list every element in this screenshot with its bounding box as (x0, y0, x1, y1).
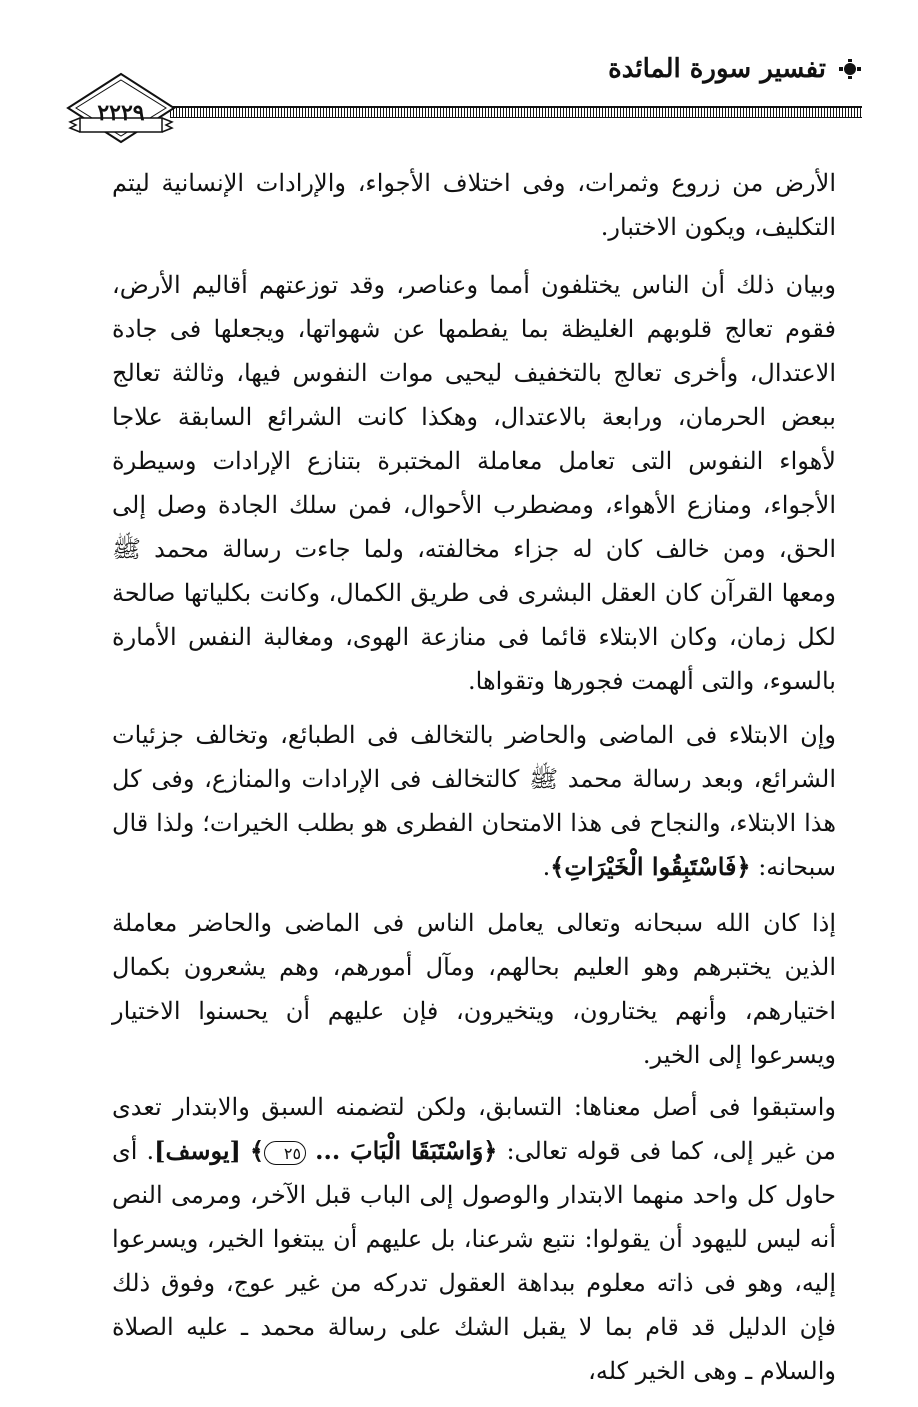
paragraph-text-after: . أى حاول كل واحد منهما الابتدار والوصول إلى الباب قبل الآخر، ومرمى النص أنه ليس لليهود أن يقولوا: نتبع شرعنا، بل عليهم أن يبتغوا الخير، ويسرعوا إليه، وهو فى ذاته معلوم ببداهة العقول تدركه من غير عوج، وفوق ذلك فإن الدليل قد قام بما لا يقبل الشك على رسالة محمد ـ عليه الصلاة والسلام ـ وهى الخير كله، (112, 1137, 836, 1385)
paragraph-text: وبيان ذلك أن الناس يختلفون أمما وعناصر، وقد توزعتهم أقاليم الأرض، فقوم تعالج قلوبهم الغليظة بما يفطمها عن شهواتها، ويجعلها فى جادة الاعتدال، وأخرى تعالج بالتخفيف ليحيى موات النفوس فيها، وثالثة تعالج ببعض الحرمان، ورابعة بالاعتدال، وهكذا كانت الشرائع السابقة علاجا لأهواء النفوس التى تعامل معاملة المختبرة بتنازع الإرادات وسيطرة الأجواء، ومنازع الأهواء، ومضطرب الأحوال، فمن سلك الجادة وصل إلى الحق، ومن خالف كان له جزاء مخالفته، ولما جاءت رسالة محمد ﷺ ومعها القرآن كان العقل البشرى فى طريق الكمال، وكانت بكلياتها صالحة لكل زمان، وكان الابتلاء قائما فى منازعة الهوى، ومغالبة النفس الأمارة بالسوء، والتى ألهمت فجورها وتقواها. (112, 271, 837, 695)
ayah-number-badge: ٢٥ (264, 1141, 306, 1165)
paragraph-text-before: وإن الابتلاء فى الماضى والحاضر بالتخالف فى الطبائع، وتخالف جزئيات الشرائع، وبعد رسالة محمد ﷺ كالتخالف فى الإرادات والمنازع، وفى كل هذا الابتلاء، والنجاح فى هذا الامتحان الفطرى هو بطلب الخيرات؛ ولذا قال سبحانه: (112, 721, 836, 881)
quran-quote: ﴿وَاسْتَبَقَا الْبَابَ ... (315, 1136, 498, 1165)
paragraph-text: إذا كان الله سبحانه وتعالى يعامل الناس فى الماضى والحاضر معاملة الذين يختبرهم وهو العليم بحالهم، ومآل أمورهم، وهم يشعرون بكمال اختيارهم، وأنهم يختارون، ويتخيرون، فإن عليهم أن يحسنوا الاختيار ويسرعوا إلى الخير. (112, 909, 836, 1069)
quran-quote-close: ﴾ (250, 1136, 265, 1165)
ornament-icon (838, 59, 862, 79)
paragraph-5 (112, 1085, 836, 1393)
header-rule (170, 106, 862, 118)
page-title: تفسير سورة المائدة (608, 54, 826, 84)
paragraph-4 (112, 901, 836, 1077)
paragraph-text-after: . (542, 853, 551, 881)
surah-reference: [يوسف] (154, 1136, 241, 1165)
quran-quote: ﴿فَاسْتَبِقُوا الْخَيْرَاتِ﴾ (550, 852, 751, 881)
page-body (112, 161, 836, 1407)
page-header (62, 40, 862, 150)
running-title (608, 56, 862, 82)
paragraph-text-before: واستبقوا فى أصل معناها: التسابق، ولكن لتضمنه السبق والابتدار تعدى من غير إلى، كما فى قوله تعالى: (112, 1093, 836, 1165)
paragraph-3 (112, 713, 836, 889)
page-number-badge (62, 70, 180, 154)
paragraph-1 (112, 161, 836, 249)
paragraph-text: الأرض من زروع وثمرات، وفى اختلاف الأجواء، والإرادات الإنسانية ليتم التكليف، ويكون الاختبار. (112, 169, 836, 241)
paragraph-2 (112, 263, 836, 703)
page-number: ٢٢٢٩ (97, 100, 145, 126)
